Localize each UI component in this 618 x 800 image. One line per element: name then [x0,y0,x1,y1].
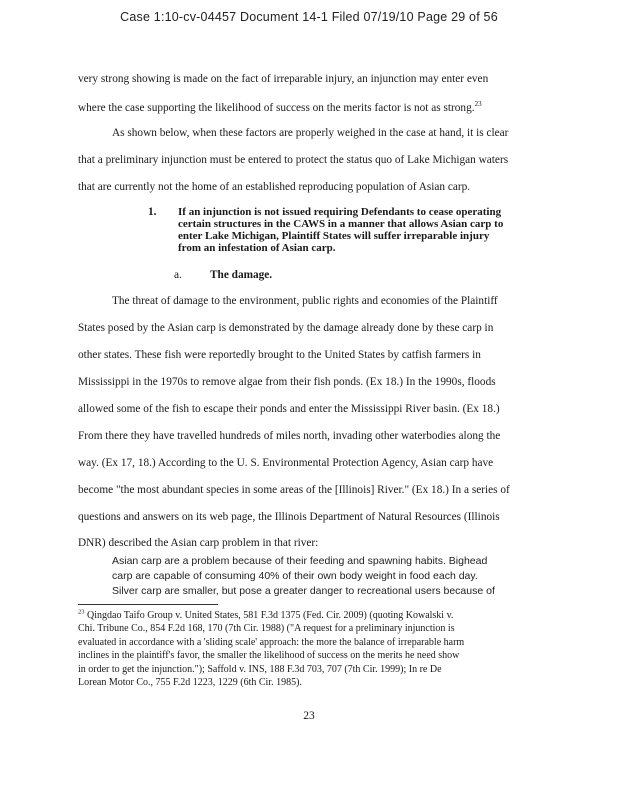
body-line: DNR) described the Asian carp problem in that river: [78,537,319,549]
heading-line: enter Lake Michigan, Plaintiff States will suffer irreparable injury [178,230,490,242]
block-quote [112,554,512,599]
body-line: that are currently not the home of an established reproducing population of Asian carp. [78,181,471,193]
body-line: that a preliminary injunction must be entered to protect the status quo of Lake Michigan waters [78,154,509,166]
section-heading-text [178,206,523,254]
heading-line: If an injunction is not issued requiring Defendants to cease operating [178,206,502,218]
subsection-title: The damage. [210,269,273,281]
body-line: As shown below, when these factors are properly weighed in the case at hand, it is clear [112,127,509,139]
body-line: allowed some of the fish to escape their ponds and enter the Mississippi River basin. (Ex 18.) [78,403,500,415]
footnote-line: Chi. Tribune Co., 854 F.2d 168, 170 (7th Cir. 1988) ("A request for a preliminary injunction is [78,623,455,635]
footnote-divider [78,604,218,605]
footnote-ref[interactable]: 23 [474,100,482,109]
footnote-line: in order to get the injunction."); Saffold v. INS, 188 F.3d 703, 707 (7th Cir. 1999); In re De [78,663,442,675]
footnote-line: evaluated in accordance with a 'sliding scale' approach: the more the balance of irreparable harm [78,636,465,648]
case-header: Case 1:10-cv-04457 Document 14-1 Filed 07/19/10 Page 29 of 56 [120,10,498,24]
body-line: become "the most abundant species in some areas of the [Illinois] River." (Ex 18.) In a series of [78,484,510,496]
body-line: questions and answers on its web page, the Illinois Department of Natural Resources (Illinois [78,511,500,523]
body-line: other states. These fish were reportedly brought to the United States by catfish farmers in [78,349,481,361]
footnote-number: 23 [78,608,85,616]
quote-line: Asian carp are a problem because of their feeding and spawning habits. Bighead [112,555,488,567]
quote-line: Silver carp are smaller, but pose a greater danger to recreational users because of [112,585,495,597]
body-line: From there they have travelled hundreds of miles north, invading other waterbodies along the [78,430,501,442]
footnote-line: $^{23}$ Qingdao Taifo Group v. United States, 581 F.3d 1375 (Fed. Cir. 2009) (quoting Kowalski v. [78,608,454,621]
page-number: 23 [303,710,315,722]
subsection-heading [174,269,272,281]
section-number: 1. [148,206,157,218]
body-line: very strong showing is made on the fact of irreparable injury, an injunction may enter even [78,73,489,85]
quote-line: carp are capable of consuming 40% of their own body weight in food each day. [112,570,478,582]
footnote-line: inclines in the plaintiff's favor, the smaller the likelihood of success on the merits he need show [78,650,460,662]
body-line: Mississippi in the 1970s to remove algae from their fish ponds. (Ex 18.) In the 1990s, floods [78,376,496,388]
footnote-line: Lorean Motor Co., 755 F.2d 1223, 1229 (6th Cir. 1985). [78,677,302,689]
heading-line: certain structures in the CAWS in a manner that allows Asian carp to [178,218,504,230]
body-line: States posed by the Asian carp is demonstrated by the damage already done by these carp in [78,322,494,334]
footnote [78,609,538,689]
body-line: where the case supporting the likelihood of success on the merits factor is not as strong.$^{23}$ [78,100,482,114]
body-line: way. (Ex 17, 18.) According to the U. S. Environmental Protection Agency, Asian carp have [78,457,494,469]
heading-line: from an infestation of Asian carp. [178,242,336,254]
subsection-letter: a. [174,269,182,281]
body-line: The threat of damage to the environment, public rights and economies of the Plaintiff [112,295,498,307]
